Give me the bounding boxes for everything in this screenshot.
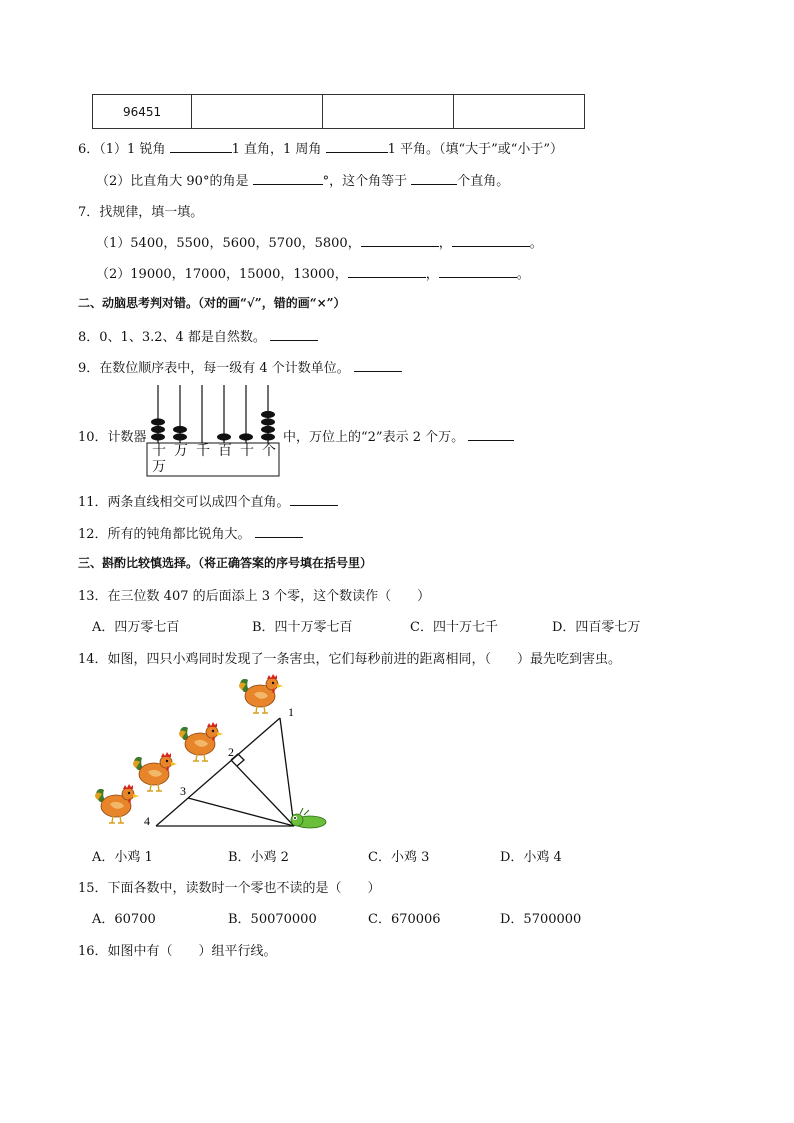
place-label: 个	[262, 443, 276, 459]
table-cell	[454, 95, 585, 129]
q6-text-f: 个直角。	[457, 174, 510, 189]
chicken-figure	[92, 674, 332, 836]
triangle-lines	[156, 718, 294, 826]
question-10-post	[283, 426, 514, 445]
question-14-text: 14．如图，四只小鸡同时发现了一条害虫，它们每秒前进的距离相同，（ ）最先吃到害虫。	[78, 652, 622, 667]
question-13-text: 13．在三位数 407 的后面添上 3 个零，这个数读作（ ）	[78, 589, 431, 604]
comma: ，	[425, 267, 439, 282]
option-a[interactable]: A．60700	[92, 912, 156, 927]
q6-text-a: （1）1 锐角	[99, 142, 166, 157]
option-c[interactable]: C．四十万七千	[410, 620, 498, 635]
option-b[interactable]: B．小鸡 2	[228, 850, 289, 865]
question-16-text: 16．如图中有（ ）组平行线。	[78, 944, 277, 959]
place-label: 千	[196, 443, 210, 459]
bug-icon	[291, 808, 326, 828]
answer-blank[interactable]	[326, 140, 388, 153]
option-d[interactable]: D．5700000	[500, 912, 582, 927]
rooster-icon	[133, 752, 177, 791]
question-7-line-1	[96, 232, 543, 251]
table-cell	[323, 95, 454, 129]
place-label: 十 万	[152, 443, 166, 475]
rooster-icon	[179, 722, 223, 761]
question-7-title: 7．找规律，填一填。	[78, 205, 204, 220]
abacus-beads	[151, 411, 275, 441]
table-cell: 96451	[93, 95, 192, 129]
comma: ，	[438, 236, 452, 251]
sequence-2: （2）19000，17000，15000，13000，	[96, 267, 348, 282]
option-c[interactable]: C．小鸡 3	[368, 850, 430, 865]
point-label: 2	[228, 745, 234, 759]
question-12-text: 12．所有的钝角都比锐角大。	[78, 527, 251, 542]
place-label: 百	[218, 443, 232, 459]
question-9	[78, 357, 402, 376]
rooster-icon	[95, 784, 139, 823]
answer-blank[interactable]	[170, 140, 232, 153]
table-cell	[192, 95, 323, 129]
place-label: 十	[240, 443, 254, 459]
q6-text-c: 1 平角。（填“大于”或“小于”）	[387, 142, 564, 157]
question-number: 6．	[78, 142, 100, 157]
question-10	[78, 426, 147, 445]
option-a[interactable]: A．四万零七百	[92, 620, 180, 635]
question-8	[78, 326, 318, 345]
answer-blank[interactable]	[361, 234, 439, 247]
point-label: 4	[144, 814, 150, 828]
q6-text-b: 1 直角，1 周角	[231, 142, 322, 157]
period: 。	[529, 236, 543, 251]
question-10-pre: 10．计数器	[78, 430, 147, 445]
q6-text-e: °，这个角等于	[322, 174, 408, 189]
question-15-text: 15．下面各数中，读数时一个零也不读的是（ ）	[78, 881, 381, 896]
answer-blank[interactable]	[354, 359, 402, 372]
abacus-rods	[158, 385, 268, 443]
question-7-line-2	[96, 263, 530, 282]
option-d[interactable]: D．小鸡 4	[500, 850, 562, 865]
answer-blank[interactable]	[255, 525, 303, 538]
answer-blank[interactable]	[348, 265, 426, 278]
q6-text-d: （2）比直角大 90°的角是	[96, 174, 249, 189]
question-11-text: 11．两条直线相交可以成四个直角。	[78, 495, 290, 510]
answer-blank[interactable]	[253, 172, 323, 185]
point-label: 3	[180, 784, 186, 798]
point-label: 1	[288, 705, 294, 719]
rooster-icon	[239, 674, 283, 713]
place-label: 万	[174, 443, 188, 459]
option-b[interactable]: B．四十万零七百	[252, 620, 353, 635]
option-d[interactable]: D．四百零七万	[552, 620, 641, 635]
answer-blank[interactable]	[468, 428, 514, 441]
answer-blank[interactable]	[439, 265, 517, 278]
question-11	[78, 491, 338, 510]
question-8-text: 8．0、1、3.2、4 都是自然数。	[78, 330, 266, 345]
period: 。	[516, 267, 530, 282]
answer-blank[interactable]	[452, 234, 530, 247]
question-9-text: 9．在数位顺序表中，每一级有 4 个计数单位。	[78, 361, 350, 376]
section-3-heading: 三、斟酌比较慎选择。（将正确答案的序号填在括号里）	[78, 556, 373, 570]
section-2-heading: 二、动脑思考判对错。（对的画“√”，错的画“×”）	[78, 296, 346, 310]
answer-blank[interactable]	[290, 493, 338, 506]
abacus-figure	[146, 381, 282, 479]
sequence-1: （1）5400，5500，5600，5700，5800，	[96, 236, 361, 251]
question-6-line-1	[78, 138, 563, 157]
question-12	[78, 523, 303, 542]
option-c[interactable]: C．670006	[368, 912, 441, 927]
option-b[interactable]: B．50070000	[228, 912, 317, 927]
question-6-line-2	[96, 170, 509, 189]
option-a[interactable]: A．小鸡 1	[92, 850, 153, 865]
answer-table	[92, 94, 585, 129]
question-10-text: 中，万位上的“2”表示 2 个万。	[283, 430, 465, 445]
answer-blank[interactable]	[411, 172, 457, 185]
answer-blank[interactable]	[270, 328, 318, 341]
